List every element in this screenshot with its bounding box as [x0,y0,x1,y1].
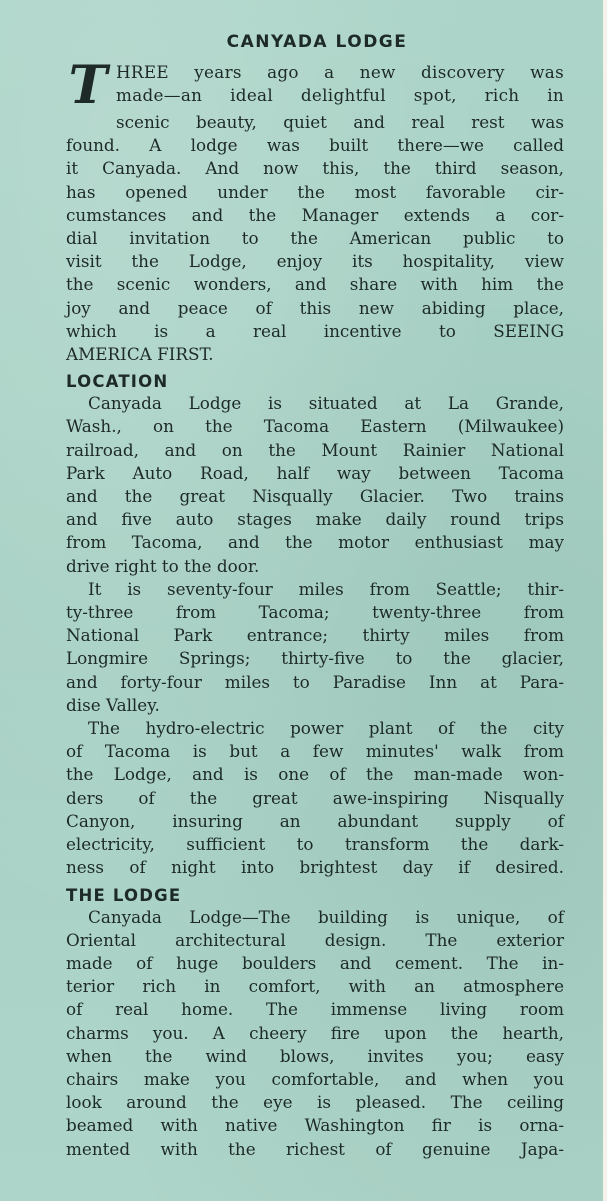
text-line: of real home. The immense living room [66,999,564,1020]
text-line: ness of night into brightest day if desired. [66,857,564,878]
intro-line: it Canyada. And now this, the third season, [66,158,564,179]
text-line: railroad, and on the Mount Rainier National [66,439,564,460]
text-line: National Park entrance; thirty miles from [66,625,564,646]
text-line: from Tacoma, and the motor enthusiast may [66,532,564,553]
text-line: Oriental architectural design. The exterior [66,929,564,950]
text-line: terior rich in comfort, with an atmosphere [66,976,564,997]
intro-line: joy and peace of this new abiding place, [66,297,564,318]
text-line: chairs make you comfortable, and when you [66,1068,564,1089]
text-line: beamed with native Washington fir is orna- [66,1115,564,1136]
page-title: CANYADA LODGE [226,32,408,52]
section-heading-the-lodge: THE LODGE [66,885,182,905]
text-line: and five auto stages make daily round trips [66,509,564,530]
intro-line: the scenic wonders, and share with him the [66,274,564,295]
text-line: Canyada Lodge is situated at La Grande, [88,393,564,414]
text-line: charms you. A cheery fire upon the hearth, [66,1022,564,1043]
text-line: the Lodge, and is one of the man-made won- [66,764,564,785]
intro-line: made—an ideal delightful spot, rich in [116,85,564,106]
intro-line: visit the Lodge, enjoy its hospitality, view [66,251,564,272]
intro-line: found. A lodge was built there—we called [66,135,564,156]
intro-line: dial invitation to the American public to [66,228,564,249]
text-line: and forty-four miles to Paradise Inn at Para- [66,671,564,692]
text-line: drive right to the door. [66,555,260,576]
text-line: The hydro-electric power plant of the city [88,718,564,739]
text-line: Longmire Springs; thirty-five to the glacier, [66,648,564,669]
section-heading-location: LOCATION [66,372,169,392]
intro-line: cumstances and the Manager extends a cor- [66,204,564,225]
lodge-paragraph [66,906,564,1161]
intro-line: has opened under the most favorable cir- [66,181,564,202]
text-line: of Tacoma is but a few minutes' walk from [66,741,564,762]
text-line: and the great Nisqually Glacier. Two trains [66,486,564,507]
text-line: electricity, sufficient to transform the dark- [66,834,564,855]
drop-cap-letter: T [68,55,108,116]
text-line: Wash., on the Tacoma Eastern (Milwaukee) [66,416,564,437]
text-line: Canyon, insuring an abundant supply of [66,810,564,831]
text-line: ty-three from Tacoma; twenty-three from [66,602,564,623]
text-line: made of huge boulders and cement. The in- [66,952,564,973]
location-paragraph [66,392,564,578]
intro-line: scenic beauty, quiet and real rest was [116,112,564,132]
location-paragraph [66,578,564,717]
page-content [66,30,564,1161]
text-line: dise Valley. [66,694,160,715]
text-line: Park Auto Road, half way between Tacoma [66,462,564,483]
text-line: mented with the richest of genuine Japa- [66,1138,564,1159]
text-line: look around the eye is pleased. The ceiling [66,1092,564,1113]
text-line: It is seventy-four miles from Seattle; thir- [88,578,564,599]
intro-line: HREE years ago a new discovery was [116,62,564,82]
text-line: when the wind blows, invites you; easy [66,1045,564,1066]
text-line: Canyada Lodge—The building is unique, of [88,906,564,927]
paper-edge [603,0,607,1201]
intro-line: AMERICA FIRST. [66,344,214,365]
intro-line: which is a real incentive to SEEING [66,320,564,341]
location-paragraph [66,717,564,879]
text-line: ders of the great awe-inspiring Nisqually [66,787,564,808]
intro-paragraph [66,55,564,366]
